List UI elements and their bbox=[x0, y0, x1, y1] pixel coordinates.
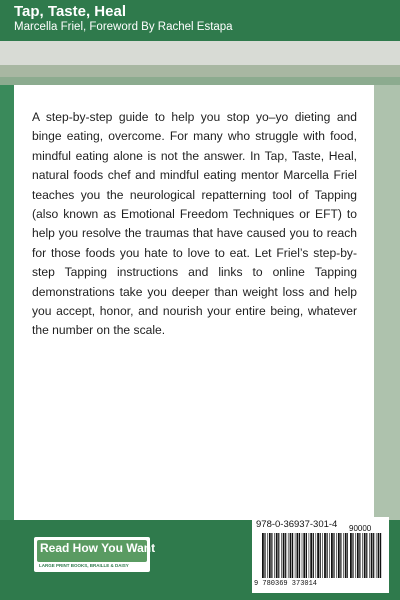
barcode-digits: 9 780369 373014 bbox=[254, 580, 318, 588]
barcode-bars bbox=[262, 533, 348, 578]
publisher-logo bbox=[32, 535, 156, 574]
isbn-barcode-box bbox=[252, 517, 389, 593]
isbn-number: 978-0-36937-301-4 bbox=[256, 519, 338, 530]
logo-tagline: LARGE PRINT BOOKS, BRAILLE & DAISY bbox=[39, 563, 129, 568]
decorative-band-dark bbox=[0, 77, 400, 85]
book-title: Tap, Taste, Heal bbox=[14, 3, 126, 20]
sage-edge-strip bbox=[374, 85, 400, 520]
logo-name: Read How You Want bbox=[40, 541, 156, 555]
green-edge-strip bbox=[0, 85, 14, 520]
back-cover-blurb: A step-by-step guide to help you stop yo–yo dieting and binge eating, overcome. For many who struggle with food, mindful eating alone is not the answer. In Tap, Taste, Heal, natural foods chef and mindful eating mentor Marcella Friel teaches you the neurological repatterning tool of Tapping (also known as Emotional Freedom Techniques or EFT) to help you resolve the traumas that have caused you to reach for those foods you hate to love to eat. Let Friel’s step-by-step Tapping instructions and links to online Tapping demonstrations take you deeper than weight loss and help you accept, honor, and nourish your entire being, whatever the number on the scale. bbox=[32, 110, 357, 338]
price-code: 90000 bbox=[349, 524, 372, 533]
price-barcode-bars bbox=[350, 533, 382, 578]
cover-header bbox=[0, 0, 400, 41]
decorative-band-light bbox=[0, 41, 400, 65]
decorative-band-mid bbox=[0, 65, 400, 77]
book-authors: Marcella Friel, Foreword By Rachel Estapa bbox=[14, 21, 233, 33]
